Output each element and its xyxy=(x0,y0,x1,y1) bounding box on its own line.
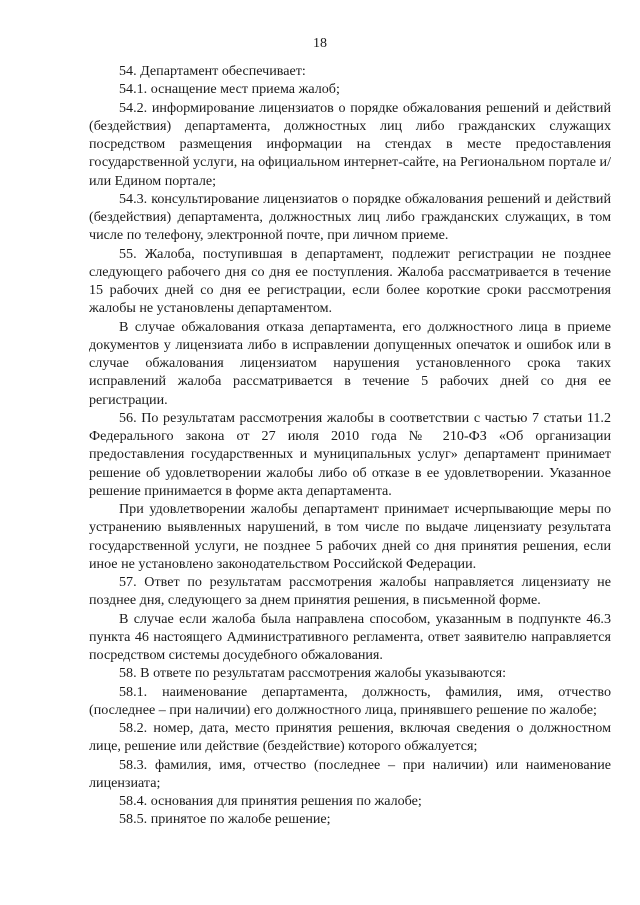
paragraph-54: 54. Департамент обеспечивает: xyxy=(119,63,306,79)
paragraph-56: 56. По результатам рассмотрения жалобы в соответствии с частью 7 статьи 11.2 Федерального закона от 27 июля 2010 года № 210-ФЗ «Об организации предоставления государственных и муниципальных услуг» департамент принимает решение об удовлетворении жалобы либо об отказе в ее удовлетворении. Указанное решение принимается в форме акта департамента. xyxy=(89,409,611,499)
paragraph-55-refusal: В случае обжалования отказа департамента, его должностного лица в приеме документов у лицензиата либо в исправлении допущенных опечаток и ошибок или в случае обжалования лицензиатом нарушения установленного срока таких исправлений жалоба рассматривается в течение 5 рабочих дней со дня ее регистрации. xyxy=(89,318,611,408)
paragraph-57: 57. Ответ по результатам рассмотрения жалобы направляется лицензиату не позднее дня, следующего за днем принятия решения, в письменной форме. xyxy=(89,574,611,609)
page-number: 18 xyxy=(313,36,327,51)
paragraph-57-system: В случае если жалоба была направлена способом, указанным в подпункте 46.3 пункта 46 настоящего Административного регламента, ответ заявителю направляется посредством системы досудебного обжалования. xyxy=(89,610,611,663)
paragraph-54-1: 54.1. оснащение мест приема жалоб; xyxy=(119,81,340,98)
paragraph-56-satisfaction: При удовлетворении жалобы департамент принимает исчерпывающие меры по устранению выявленных нарушений, в том числе по выдаче лицензиату результата государственной услуги, не позднее 5 рабочих дней со дня принятия решения, если иное не установлено законодательством Российской Федерации. xyxy=(89,501,611,572)
paragraph-55: 55. Жалоба, поступившая в департамент, подлежит регистрации не позднее следующего рабочего дня со дня ее поступления. Жалоба рассматривается в течение 15 рабочих дней со дня ее регистрации, если более короткие сроки рассмотрения жалобы не установлены департаментом. xyxy=(89,245,611,317)
paragraph-54-3: 54.3. консультирование лицензиатов о порядке обжалования решений и действий (бездействия) департамента, должностных лиц либо гражданских служащих, в том числе по телефону, электронной почте, при личном приеме. xyxy=(89,190,611,244)
paragraph-58-4: 58.4. основания для принятия решения по жалобе; xyxy=(119,793,422,809)
paragraph-58-1: 58.1. наименование департамента, должность, фамилия, имя, отчество (последнее – при наличии) его должностного лица, принявшего решение по жалобе; xyxy=(89,683,611,718)
document-body xyxy=(89,62,611,829)
paragraph-58: 58. В ответе по результатам рассмотрения жалобы указываются: xyxy=(119,665,507,682)
paragraph-58-2: 58.2. номер, дата, место принятия решения, включая сведения о должностном лице, решение или действие (бездействие) которого обжалуется; xyxy=(89,720,611,755)
paragraph-58-5: 58.5. принятое по жалобе решение; xyxy=(119,811,331,828)
paragraph-58-3: 58.3. фамилия, имя, отчество (последнее – при наличии) или наименование лицензиата; xyxy=(89,756,611,791)
paragraph-54-2: 54.2. информирование лицензиатов о порядке обжалования решений и действий (бездействия) департамента, должностных лиц либо гражданских служащих посредством размещения информации на стендах в месте предоставления государственной услуги, на официальном интернет-сайте, на Региональном портале и/или Едином портале; xyxy=(89,99,611,189)
